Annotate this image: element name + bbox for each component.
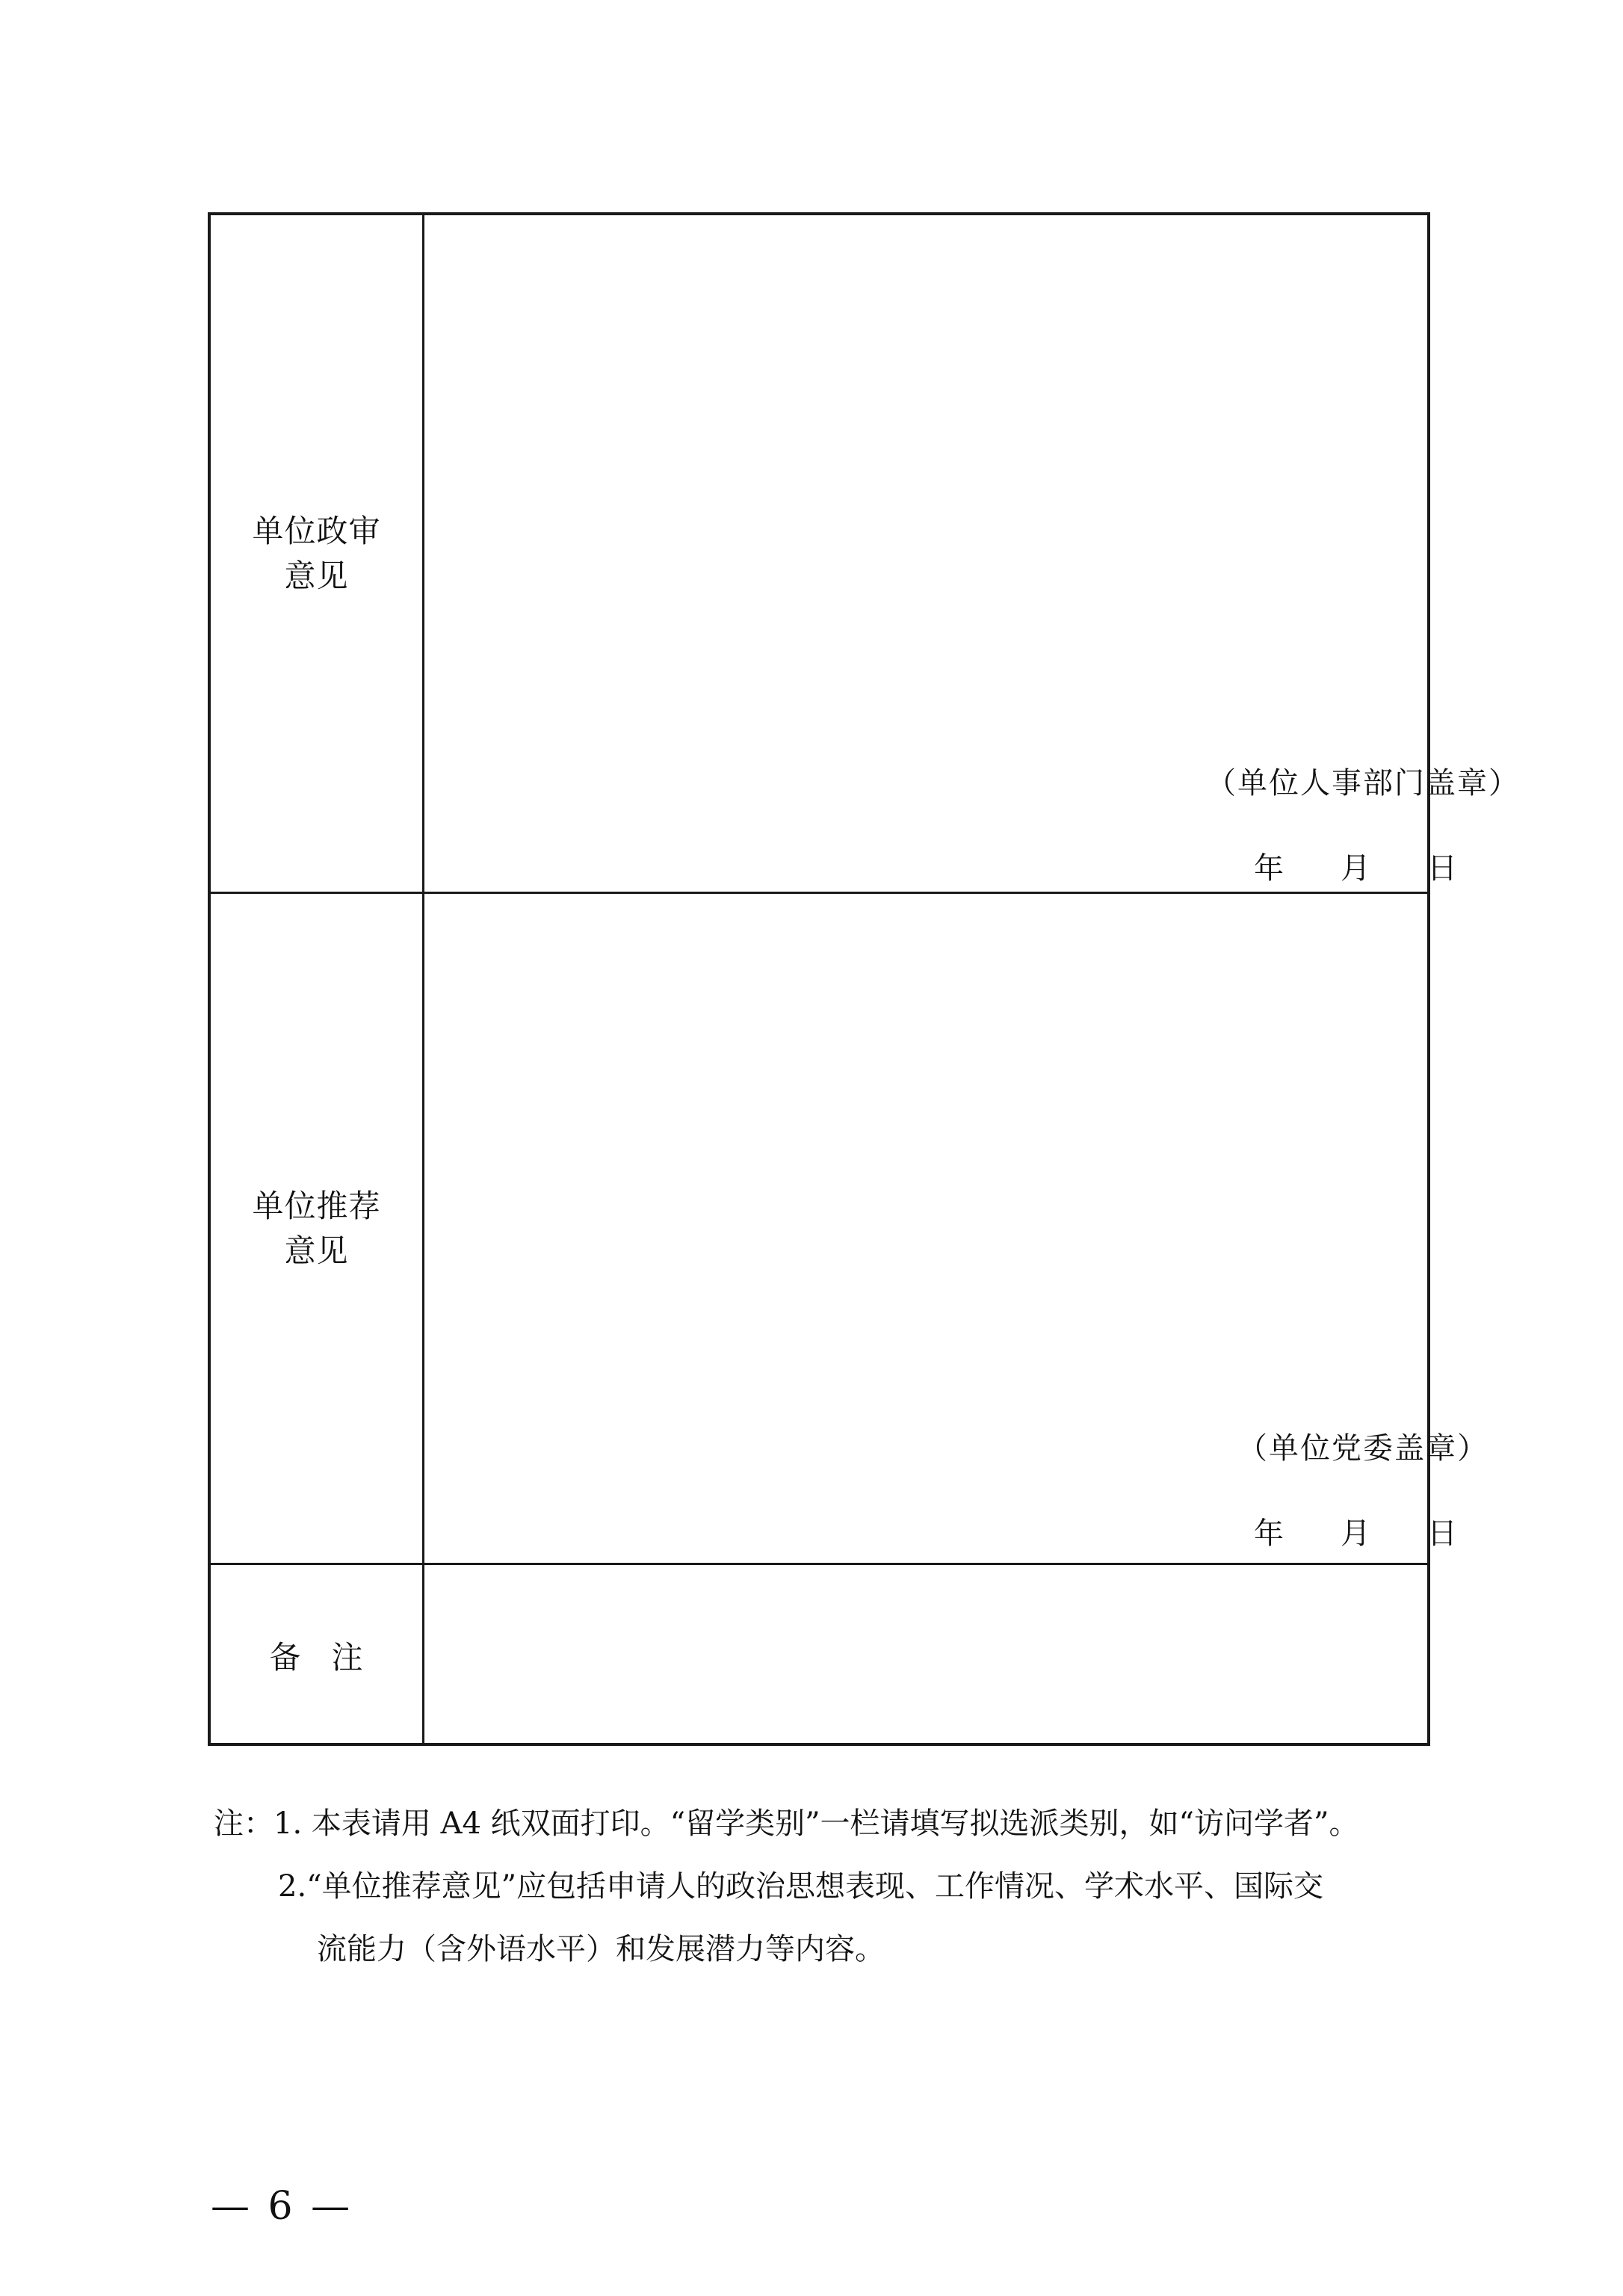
political-review-label-cell: [211, 215, 424, 892]
recommendation-label-cell: [211, 894, 424, 1563]
political-review-label: [252, 509, 380, 599]
application-form-table: [208, 212, 1520, 1746]
recommendation-label-line1: 单位推荐: [252, 1187, 381, 1224]
date-month-label: 月: [1341, 851, 1370, 886]
remarks-label-char2: 注: [331, 1639, 364, 1676]
political-review-label-line2: 意见: [284, 557, 349, 594]
recommendation-label-line2: 意见: [284, 1232, 349, 1269]
recommendation-content-cell[interactable]: [424, 894, 1488, 1563]
political-review-label-line1: 单位政审: [252, 512, 381, 549]
hr-department-stamp-note: （单位人事部门盖章）: [1206, 766, 1520, 800]
note-line-3: 流能力（含外语水平）和发展潜力等内容。: [317, 1932, 885, 1966]
note-line-1: 注：1. 本表请用 A4 纸双面打印。“留学类别”一栏请填写拟选派类别，如“访问学者”。: [214, 1806, 1359, 1841]
date-year-label: 年: [1254, 1516, 1284, 1551]
recommendation-date: [1254, 1510, 1514, 1552]
page-number: — 6 —: [211, 2184, 353, 2229]
party-committee-stamp-note: （单位党委盖章）: [1237, 1431, 1488, 1466]
remarks-row: [211, 1565, 1427, 1746]
date-month-label: 月: [1341, 1516, 1370, 1551]
note-line-2: 2.“单位推荐意见”应包括申请人的政治思想表现、工作情况、学术水平、国际交: [278, 1869, 1324, 1904]
recommendation-row: [211, 894, 1488, 1565]
political-review-row: [211, 215, 1520, 894]
remarks-content-cell[interactable]: [424, 1565, 1427, 1746]
date-day-label: 日: [1427, 851, 1457, 886]
date-day-label: 日: [1427, 1516, 1457, 1551]
recommendation-label: [252, 1184, 380, 1274]
date-year-label: 年: [1254, 851, 1284, 886]
remarks-label: [269, 1633, 363, 1678]
remarks-label-char1: 备: [269, 1639, 302, 1676]
remarks-label-cell: [211, 1565, 424, 1746]
political-review-date: [1254, 845, 1514, 887]
political-review-content-cell[interactable]: [424, 215, 1520, 892]
